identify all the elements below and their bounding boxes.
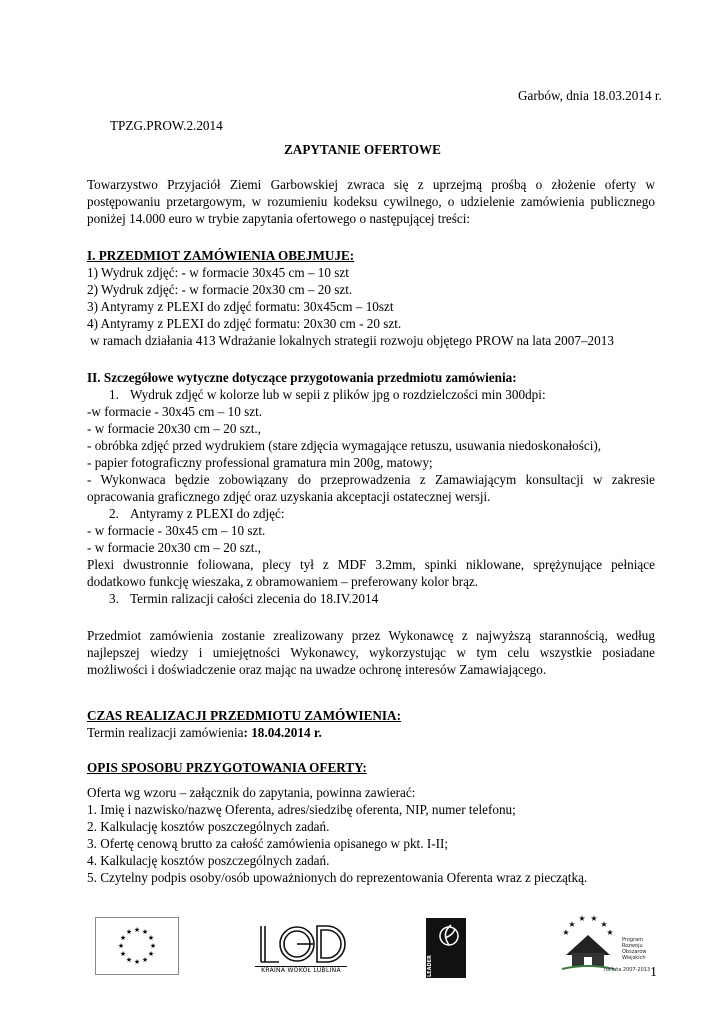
offer-intro: Oferta wg wzoru – załącznik do zapytania, powinna zawierać: xyxy=(87,785,416,800)
prow-text-line-4: Wiejskich xyxy=(622,955,646,961)
svg-text:★: ★ xyxy=(147,950,155,958)
svg-text:★: ★ xyxy=(133,926,141,934)
prow-years: na lata 2007-2013 xyxy=(604,967,651,973)
svg-text:★: ★ xyxy=(568,920,576,929)
section1-heading: I. PRZEDMIOT ZAMÓWIENIA OBEJMUJE: xyxy=(87,248,355,263)
svg-text:★: ★ xyxy=(149,942,157,950)
section2-p1-number: 1. xyxy=(109,387,119,402)
realization-line-1: Przedmiot zamówienia zostanie zrealizowany przez Wykonawcę z najwyższą starannością, według xyxy=(87,628,655,643)
realization-line-3: możliwości i doświadczenie oraz mając na uwadze ochronę interesów Zamawiającego. xyxy=(87,662,547,677)
section1-item-1: 1) Wydruk zdjęć: - w formacie 30x45 cm – 10 szt xyxy=(87,265,349,280)
leader-sprout-icon xyxy=(427,919,465,959)
document-title: ZAPYTANIE OFERTOWE xyxy=(284,142,441,157)
svg-text:★: ★ xyxy=(562,928,570,937)
svg-text:★: ★ xyxy=(133,958,141,966)
place-date: Garbów, dnia 18.03.2014 r. xyxy=(518,88,662,103)
section2-p1-line-2: - w formacie 20x30 cm – 20 szt., xyxy=(87,421,261,436)
svg-text:★: ★ xyxy=(141,928,149,936)
section2-p1-line-4: - papier fotograficzny professional gramatura min 200g, matowy; xyxy=(87,455,433,470)
svg-text:★: ★ xyxy=(578,915,586,923)
lgd-logo xyxy=(255,922,347,974)
section2-p2-title: Antyramy z PLEXI do zdjęć: xyxy=(130,506,285,521)
lgd-caption: KRAINA WOKÓŁ LUBLINA xyxy=(255,966,347,974)
deadline-value: : 18.04.2014 r. xyxy=(243,725,322,740)
offer-item-4: 4. Kalkulację kosztów poszczególnych zadań. xyxy=(87,853,330,868)
lgd-letters-icon xyxy=(255,922,347,966)
intro-line-3: poniżej 14.000 euro w trybie zapytania ofertowego o następującej treści: xyxy=(87,211,471,226)
section1-note: w ramach działania 413 Wdrażanie lokalnych strategii rozwoju objętego PROW na lata 2007–2013 xyxy=(90,333,614,348)
deadline-label: Termin realizacji zamówienia xyxy=(87,725,244,740)
section2-p2-desc-line-2: dodatkowo funkcję wieszaka, z obramowaniem – preferowany kolor brąz. xyxy=(87,574,479,589)
svg-text:★: ★ xyxy=(119,950,127,958)
section1-item-2: 2) Wydruk zdjęć: - w formacie 20x30 cm – 20 szt. xyxy=(87,282,353,297)
prow-text-line-1: Program xyxy=(622,937,644,943)
section2-p2-number: 2. xyxy=(109,506,119,521)
section2-p3-title: Termin ralizacji całości zlecenia do 18.IV.2014 xyxy=(130,591,379,606)
reference-number: TPZG.PROW.2.2014 xyxy=(110,118,223,133)
deadline-line xyxy=(87,725,322,741)
svg-text:★: ★ xyxy=(125,956,133,964)
svg-text:★: ★ xyxy=(606,928,614,937)
svg-text:★: ★ xyxy=(590,915,598,923)
offer-item-5: 5. Czytelny podpis osoby/osób upoważnionych do reprezentowania Oferenta wraz z pieczątką. xyxy=(87,870,588,885)
section2-heading: II. Szczegółowe wytyczne dotyczące przygotowania przedmiotu zamówienia: xyxy=(87,370,517,385)
prow-logo xyxy=(556,915,651,975)
page-number: 1 xyxy=(650,965,657,980)
leader-logo xyxy=(426,918,466,978)
section2-p1-line-1: -w formacie - 30x45 cm – 10 szt. xyxy=(87,404,263,419)
svg-text:★: ★ xyxy=(119,934,127,942)
section2-p1-title: Wydruk zdjęć w kolorze lub w sepii z plików jpg o rozdzielczości min 300dpi: xyxy=(130,387,546,402)
offer-item-1: 1. Imię i nazwisko/nazwę Oferenta, adres/siedzibę oferenta, NIP, numer telefonu; xyxy=(87,802,516,817)
section2-p1-consult-line-1: - Wykonwaca będzie zobowiązany do przeprowadzenia z Zamawiającym konsultacji w zakresie xyxy=(87,472,655,487)
intro-line-1: Towarzystwo Przyjaciół Ziemi Garbowskiej zwraca się z uprzejmą prośbą o złożenie oferty w xyxy=(87,177,655,192)
prow-text-line-3: Obszarów xyxy=(622,949,647,955)
svg-text:★: ★ xyxy=(117,942,125,950)
realization-line-2: najlepszej wiedzy i umiejętności Wykonawcy, wykorzystując w tym celu wszystkie posiadane xyxy=(87,645,655,660)
eu-flag-icon xyxy=(95,917,179,975)
section2-p1-consult-line-2: opracowania graficznego zdjęć oraz uzyskania akceptacji ostatecznej wersji. xyxy=(87,489,491,504)
prow-house-icon xyxy=(556,915,618,975)
leader-label: LEADER xyxy=(427,955,433,977)
section2-p1-line-3: - obróbka zdjęć przed wydrukiem (stare zdjęcia wymagające retuszu, usuwania niedoskonałości), xyxy=(87,438,602,453)
section1-item-3: 3) Antyramy z PLEXI do zdjęć formatu: 30x45cm – 10szt xyxy=(87,299,394,314)
deadline-heading: CZAS REALIZACJI PRZEDMIOTU ZAMÓWIENIA: xyxy=(87,708,401,723)
svg-text:★: ★ xyxy=(147,934,155,942)
section2-p2-line-1: - w formacie - 30x45 cm – 10 szt. xyxy=(87,523,266,538)
offer-item-3: 3. Ofertę cenową brutto za całość zamówienia opisanego w pkt. I-II; xyxy=(87,836,449,851)
svg-text:★: ★ xyxy=(125,928,133,936)
section2-p2-line-2: - w formacie 20x30 cm – 20 szt., xyxy=(87,540,261,555)
prow-text-line-2: Rozwoju xyxy=(622,943,643,949)
intro-line-2: postępowaniu przetargowym, w rozumieniu kodeksu cywilnego, o udzielenie zamówienia publicznego xyxy=(87,194,655,209)
svg-text:★: ★ xyxy=(141,956,149,964)
eu-flag-logo xyxy=(95,917,179,980)
offer-heading: OPIS SPOSOBU PRZYGOTOWANIA OFERTY: xyxy=(87,760,367,775)
offer-item-2: 2. Kalkulację kosztów poszczególnych zadań. xyxy=(87,819,330,834)
section2-p2-desc-line-1: Plexi dwustronnie foliowana, plecy tył z MDF 3.2mm, spinki niklowane, sprężynujące pełniące xyxy=(87,557,655,572)
svg-text:★: ★ xyxy=(600,920,608,929)
section1-item-4: 4) Antyramy z PLEXI do zdjęć formatu: 20x30 cm - 20 szt. xyxy=(87,316,402,331)
section2-p3-number: 3. xyxy=(109,591,119,606)
prow-text-block xyxy=(622,937,647,961)
